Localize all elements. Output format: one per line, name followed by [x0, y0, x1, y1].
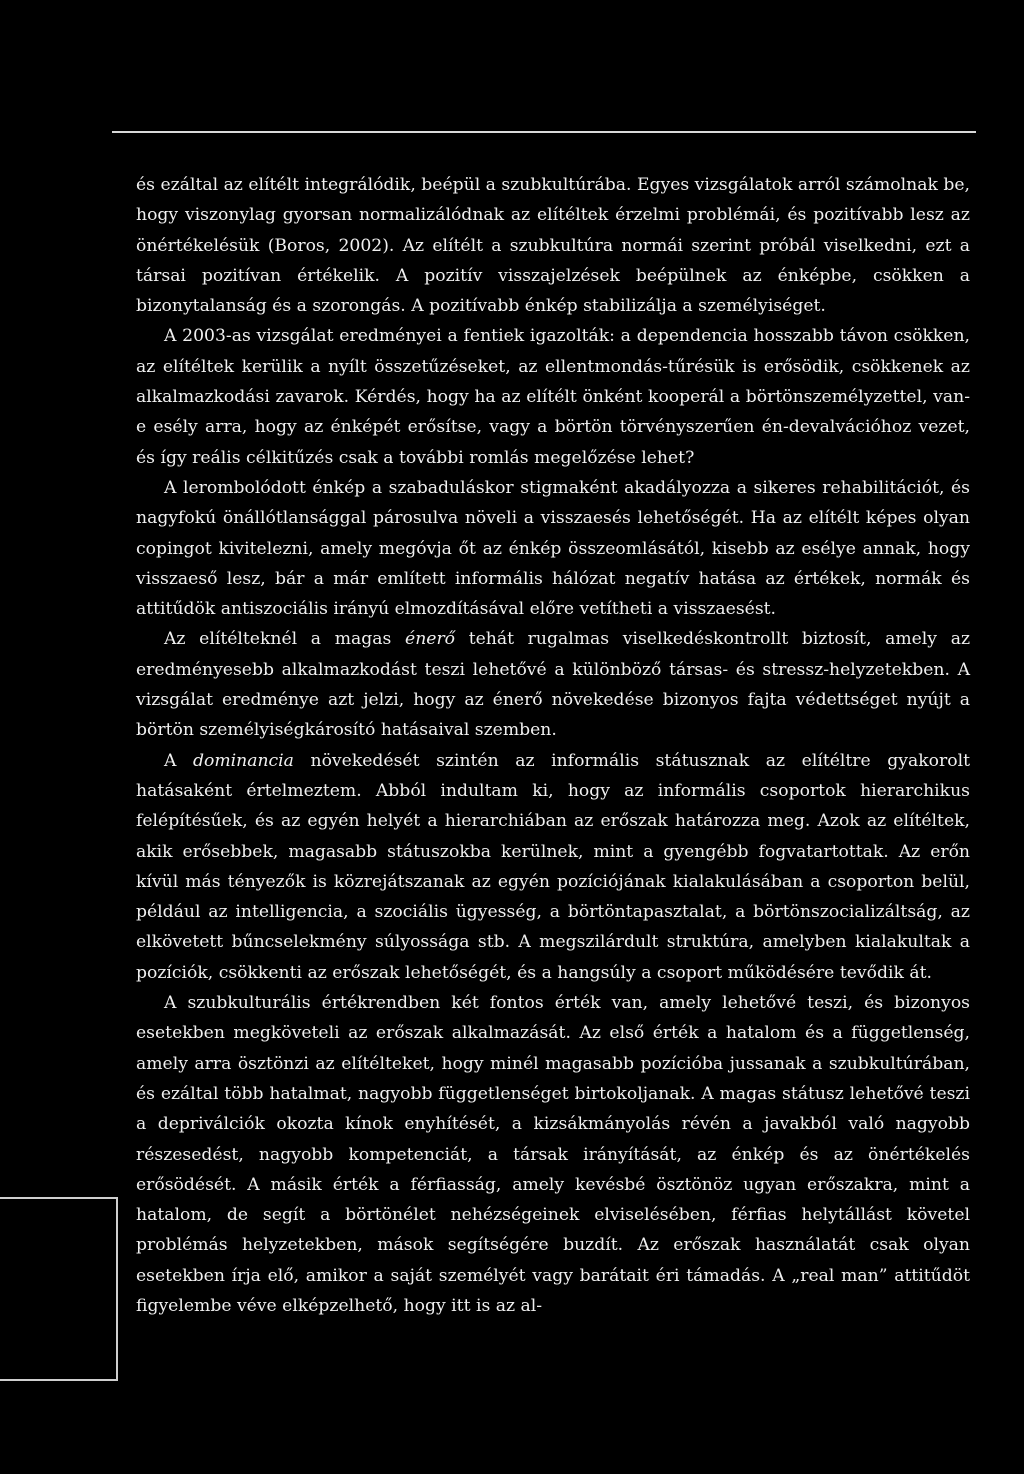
- paragraph-4-after: tehát rugalmas viselkedéskontrollt biztosít, amely az eredményesebb alkalmazkodást teszi lehetővé a különböző társas- és stressz-helyzetekben. A vizsgálat eredménye azt jelzi, hogy az énerő növekedése bizonyos fajta védettséget nyújt a börtön személyiségkárosító hatásaival szemben.: [136, 629, 971, 741]
- paragraph-4-before: Az elítélteknél a magas: [164, 629, 406, 650]
- paragraph-5-before: A: [164, 750, 194, 771]
- paragraph-2: A 2003-as vizsgálat eredményei a fentiek igazolták: a dependencia hosszabb távon csökken, az elítéltek kerülik a nyílt összetűzéseket, az ellentmondás-tűrésük is erősödik, csökkenek az alkalmazkodási zavarok. Kérdés, hogy ha az elítélt önként kooperál a börtönszemélyzettel, van-e esély arra, hogy az énképét erősítse, vagy a börtön törvényszerűen én-devalvációhoz vezet, és így reális célkitűzés csak a további romlás megelőzése lehet?: [136, 326, 970, 468]
- paragraph-6: A szubkulturális értékrendben két fontos érték van, amely lehetővé teszi, és bizonyos esetekben megköveteli az erőszak alkalmazását. Az első érték a hatalom és a függetlenség, amely arra ösztönzi az elítélteket, hogy minél magasabb pozícióba jussanak a szubkultúrában, és ezáltal több hatalmat, nagyobb függetlenséget birtokoljanak. A magas státusz lehetővé teszi a depriválciók okozta kínok enyhítését, a kizsákmányolás révén a javakból való nagyobb részesedést, nagyobb kompetenciát, a társak irányítását, az énkép és az önértékelés erősödését. A másik érték a férfiasság, amely kevésbé ösztönöz ugyan erőszakra, mint a hatalom, de segít a börtönélet nehézségeinek elviselésében, férfias helytállást követel problémás helyzetekben, mások segítségére buzdít. Az erőszak használatát csak olyan esetekben írja elő, amikor a saját személyét vagy barátait éri támadás. A „real man” attitűdöt figyelembe véve elképzelhető, hogy itt is az al-: [136, 993, 970, 1316]
- term-enero: énerő: [405, 629, 456, 650]
- paragraph-5-after: növekedését szintén az informális státusznak az elítéltre gyakorolt hatásaként értelmeztem. Abból indultam ki, hogy az informális csoportok hierarchikus felépítésűek, és az egyén helyét a hierarchiában az erőszak határozza meg. Azok az elítéltek, akik erősebbek, magasabb státuszokba kerülnek, mint a gyengébb fogvatartottak. Az erőn kívül más tényezők is közrejátszanak az egyén pozíciójának kialakulásában a csoporton belül, például az intelligencia, a szociális ügyesség, a börtöntapasztalat, a börtönszocializáltság, az elkövetett bűncselekmény súlyossága stb. A megszilárdult struktúra, amelyben kialakultak a pozíciók, csökkenti az erőszak lehetőségét, és a hangsúly a csoport működésére tevődik át.: [136, 750, 970, 983]
- term-dominancia: dominancia: [193, 750, 294, 771]
- paragraph-1: és ezáltal az elítélt integrálódik, beépül a szubkultúrába. Egyes vizsgálatok arról számolnak be, hogy viszonylag gyorsan normalizálódnak az elítéltek érzelmi problémái, és pozitívabb lesz az önértékelésük (Boros, 2002). Az elítélt a szubkultúra normái szerint próbál viselkedni, ezt a társai pozitívan értékelik. A pozitív visszajelzések beépülnek az énképbe, csökken a bizonytalanság és a szorongás. A pozitívabb énkép stabilizálja a személyiséget.: [136, 175, 970, 317]
- paragraph-3: A lerombolódott énkép a szabaduláskor stigmaként akadályozza a sikeres rehabilitációt, és nagyfokú önállótlansággal párosulva növeli a visszaesés lehetőségét. Ha az elítélt képes olyan copingot kivitelezni, amely megóvja őt az énkép összeomlásától, kisebb az esélye annak, hogy visszaeső lesz, bár a már említett informális hálózat negatív hatása az értékek, normák és attitűdök antiszociális irányú elmozdításával előre vetítheti a visszaesést.: [136, 477, 970, 620]
- body-text: [136, 170, 970, 1321]
- top-rule: [112, 131, 976, 133]
- margin-frame: [0, 1197, 118, 1381]
- paragraph-4: [136, 624, 970, 745]
- paragraph-5: [136, 746, 970, 988]
